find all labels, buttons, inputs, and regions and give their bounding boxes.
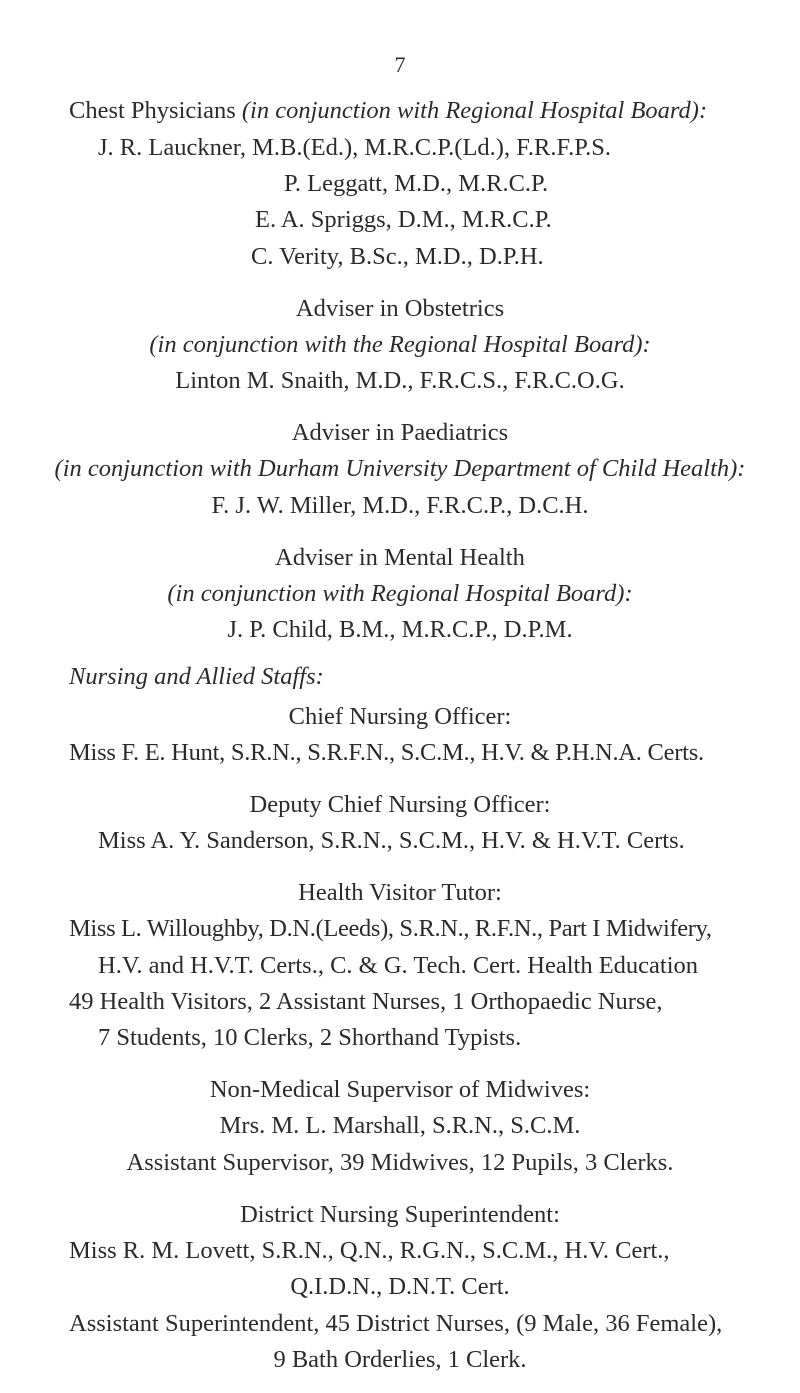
midwives-supervisor-name: Mrs. M. L. Marshall, S.R.N., S.C.M. [219, 1112, 581, 1140]
chest-physicians-title: Chest Physicians [69, 97, 236, 125]
paediatrics-note: (in conjunction with Durham University Department of Child Health): [54, 455, 746, 483]
district-nursing-superintendent-qualifications: Q.I.D.N., D.N.T. Cert. [290, 1273, 510, 1301]
chest-physician-name: P. Leggatt, M.D., M.R.C.P. [284, 170, 549, 198]
obstetrics-adviser-name: Linton M. Snaith, M.D., F.R.C.S., F.R.C.O.G. [175, 367, 625, 395]
paediatrics-heading: Adviser in Paediatrics [291, 419, 509, 447]
chief-nursing-officer-title: Chief Nursing Officer: [288, 702, 512, 730]
district-nursing-staff: Assistant Superintendent, 45 District Nurses, (9 Male, 36 Female), [69, 1309, 723, 1337]
chest-physicians-heading [69, 99, 707, 124]
health-visitor-tutor-title: Health Visitor Tutor: [298, 878, 502, 906]
deputy-nursing-officer-name: Miss A. Y. Sanderson, S.R.N., S.C.M., H.V. & H.V.T. Certs. [98, 827, 685, 855]
chief-nursing-officer-name: Miss F. E. Hunt, S.R.N., S.R.F.N., S.C.M., H.V. & P.H.N.A. Certs. [69, 738, 704, 766]
district-nursing-superintendent-title: District Nursing Superintendent: [240, 1200, 560, 1228]
deputy-nursing-officer-title: Deputy Chief Nursing Officer: [249, 790, 551, 818]
mental-health-adviser-name: J. P. Child, B.M., M.R.C.P., D.P.M. [227, 616, 573, 644]
chest-physician-name: E. A. Spriggs, D.M., M.R.C.P. [255, 206, 552, 234]
nursing-staffs-heading: Nursing and Allied Staffs: [69, 662, 324, 690]
mental-health-heading: Adviser in Mental Health [275, 543, 525, 571]
health-visitor-staff: 7 Students, 10 Clerks, 2 Shorthand Typists. [98, 1024, 522, 1052]
mental-health-note: (in conjunction with Regional Hospital Board): [167, 579, 633, 607]
health-visitor-tutor-name: Miss L. Willoughby, D.N.(Leeds), S.R.N., R.F.N., Part I Midwifery, [69, 915, 712, 943]
obstetrics-note: (in conjunction with the Regional Hospital Board): [149, 330, 651, 358]
obstetrics-heading: Adviser in Obstetrics [295, 294, 505, 322]
midwives-staff: Assistant Supervisor, 39 Midwives, 12 Pupils, 3 Clerks. [126, 1148, 674, 1176]
page-number: 7 [394, 52, 406, 77]
district-nursing-staff: 9 Bath Orderlies, 1 Clerk. [273, 1346, 527, 1373]
health-visitor-tutor-qualifications: H.V. and H.V.T. Certs., C. & G. Tech. Cert. Health Education [98, 951, 699, 979]
health-visitor-staff: 49 Health Visitors, 2 Assistant Nurses, 1 Orthopaedic Nurse, [69, 987, 663, 1015]
chest-physician-name: J. R. Lauckner, M.B.(Ed.), M.R.C.P.(Ld.), F.R.F.P.S. [98, 133, 612, 161]
chest-physicians-note: (in conjunction with Regional Hospital Board): [241, 97, 708, 125]
midwives-supervisor-title: Non-Medical Supervisor of Midwives: [209, 1076, 591, 1104]
district-nursing-superintendent-name: Miss R. M. Lovett, S.R.N., Q.N., R.G.N., S.C.M., H.V. Cert., [69, 1236, 670, 1264]
paediatrics-adviser-name: F. J. W. Miller, M.D., F.R.C.P., D.C.H. [211, 491, 589, 519]
chest-physician-name: C. Verity, B.Sc., M.D., D.P.H. [251, 242, 544, 270]
